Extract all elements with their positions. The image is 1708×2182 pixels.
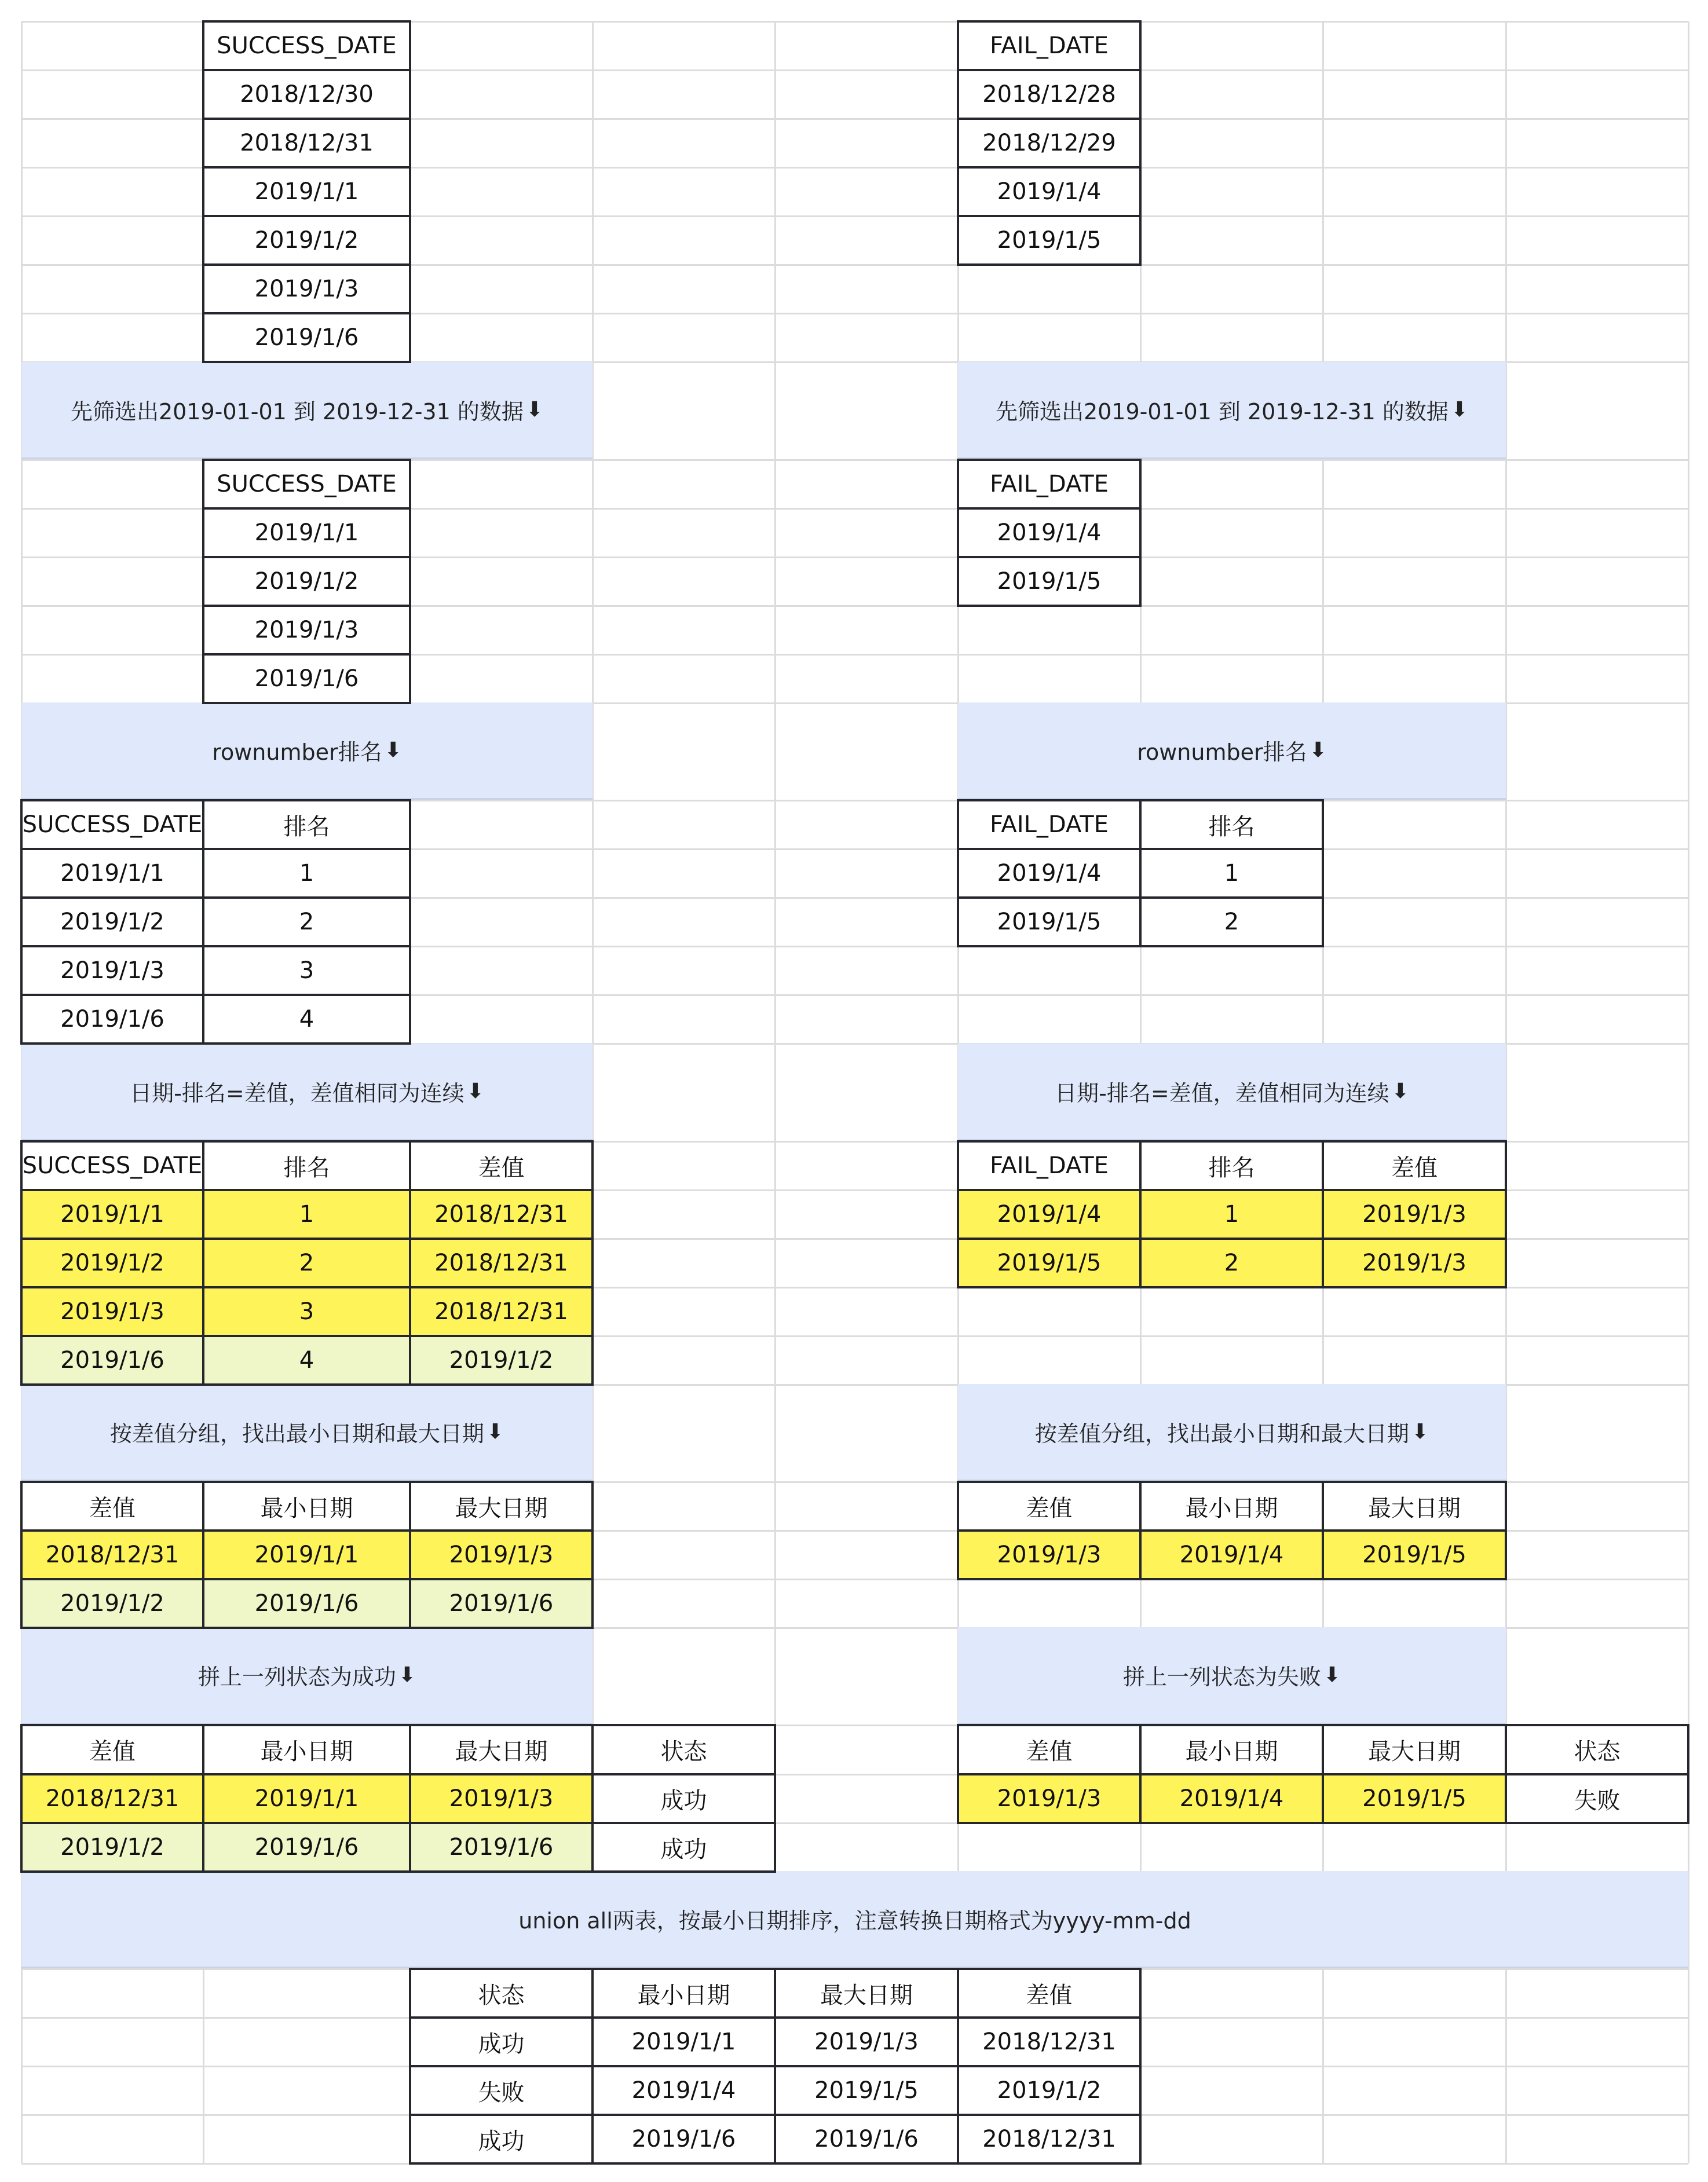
right-status-table-header-cell[interactable]: 最大日期 (1322, 1724, 1507, 1775)
left-group-table-cell[interactable]: 2019/1/6 (409, 1578, 594, 1629)
right-ranked-table-cell[interactable]: 2019/1/4 (957, 848, 1142, 899)
left-group-band[interactable] (21, 1384, 593, 1481)
final-table-cell[interactable]: 失败 (409, 2065, 594, 2116)
band-label: 先筛选出2019-01-01 到 2019-12-31 的数据 (70, 399, 524, 424)
left-filter-band[interactable] (21, 362, 593, 459)
left-rank-band[interactable] (21, 702, 593, 800)
final-table-cell[interactable]: 2018/12/31 (957, 2016, 1142, 2067)
right-diff-band[interactable] (958, 1044, 1506, 1141)
down-arrow-icon: ⬇ (384, 738, 402, 762)
band-label: 拼上一列状态为失败 (1122, 1664, 1321, 1690)
right-ranked-table-cell[interactable]: 2019/1/5 (957, 896, 1142, 947)
right-diff-table-cell[interactable]: 2019/1/3 (1322, 1189, 1507, 1240)
left-diff-table-cell[interactable]: 4 (202, 1335, 411, 1386)
right-ranked-table-cell[interactable]: 1 (1139, 848, 1324, 899)
left-status-table-cell[interactable]: 成功 (591, 1773, 776, 1824)
right-group-table-header-cell[interactable]: 最大日期 (1322, 1481, 1507, 1532)
band-label: 拼上一列状态为成功 (198, 1664, 396, 1690)
right-status-table-cell[interactable]: 2019/1/3 (957, 1773, 1142, 1824)
final-table-header-cell[interactable]: 最小日期 (591, 1968, 776, 2019)
left-ranked-table-header-cell[interactable]: 排名 (202, 799, 411, 850)
right-diff-table-cell[interactable]: 2 (1139, 1238, 1324, 1288)
right-diff-table-cell[interactable]: 1 (1139, 1189, 1324, 1240)
left-status-table-header-cell[interactable]: 最小日期 (202, 1724, 411, 1775)
left-diff-table-cell[interactable]: 2019/1/1 (20, 1189, 204, 1240)
final-table-cell[interactable]: 2018/12/31 (957, 2114, 1142, 2165)
right-diff-table-cell[interactable]: 2019/1/3 (1322, 1238, 1507, 1288)
left-ranked-table-cell[interactable]: 2019/1/3 (20, 945, 204, 996)
left-diff-band[interactable] (21, 1044, 593, 1141)
left-raw-table-cell[interactable]: 2018/12/30 (202, 69, 411, 120)
left-status-table-cell[interactable]: 2019/1/6 (409, 1822, 594, 1873)
right-diff-table-header-cell[interactable]: FAIL_DATE (957, 1140, 1142, 1191)
down-arrow-icon: ⬇ (466, 1079, 484, 1103)
right-ranked-table-header-cell[interactable]: 排名 (1139, 799, 1324, 850)
left-status-table-cell[interactable]: 2019/1/1 (202, 1773, 411, 1824)
left-filtered-table-cell[interactable]: 2019/1/1 (202, 507, 411, 558)
left-diff-table-header-cell[interactable]: 差值 (409, 1140, 594, 1191)
left-ranked-table-cell[interactable]: 2019/1/1 (20, 848, 204, 899)
left-status-table-header-cell[interactable]: 状态 (591, 1724, 776, 1775)
right-status-table-cell[interactable]: 失败 (1505, 1773, 1689, 1824)
band-label: 按差值分组，找出最小日期和最大日期 (1034, 1421, 1409, 1447)
right-raw-table-cell[interactable]: 2019/1/5 (957, 215, 1142, 266)
final-table-cell[interactable]: 2019/1/1 (591, 2016, 776, 2067)
left-ranked-table-cell[interactable]: 2019/1/6 (20, 994, 204, 1045)
right-status-table-cell[interactable]: 2019/1/5 (1322, 1773, 1507, 1824)
left-ranked-table-cell[interactable]: 3 (202, 945, 411, 996)
right-ranked-table-cell[interactable]: 2 (1139, 896, 1324, 947)
left-diff-table-cell[interactable]: 2018/12/31 (409, 1286, 594, 1337)
down-arrow-icon: ⬇ (1391, 1079, 1409, 1103)
left-group-table-cell[interactable]: 2019/1/3 (409, 1529, 594, 1580)
right-raw-table-cell[interactable]: 2018/12/28 (957, 69, 1142, 120)
left-ranked-table-cell[interactable]: 4 (202, 994, 411, 1045)
left-diff-table-cell[interactable]: 3 (202, 1286, 411, 1337)
band-label: 按差值分组，找出最小日期和最大日期 (109, 1421, 484, 1447)
left-filtered-table-cell[interactable]: 2019/1/6 (202, 653, 411, 704)
left-raw-table-cell[interactable]: 2018/12/31 (202, 118, 411, 169)
down-arrow-icon: ⬇ (525, 398, 544, 422)
left-group-table-header-cell[interactable]: 差值 (20, 1481, 204, 1532)
gridline-vertical (1688, 21, 1689, 2163)
left-diff-table-cell[interactable]: 2019/1/6 (20, 1335, 204, 1386)
left-group-table-header-cell[interactable]: 最小日期 (202, 1481, 411, 1532)
right-filter-band[interactable] (958, 362, 1506, 459)
right-status-table-header-cell[interactable]: 差值 (957, 1724, 1142, 1775)
right-raw-table-cell[interactable]: 2019/1/4 (957, 166, 1142, 217)
left-ranked-table-cell[interactable]: 1 (202, 848, 411, 899)
band-label: union all两表，按最小日期排序，注意转换日期格式为yyyy-mm-dd (518, 1908, 1191, 1934)
right-filtered-table-header-cell[interactable]: FAIL_DATE (957, 459, 1142, 510)
right-filtered-table-cell[interactable]: 2019/1/5 (957, 556, 1142, 607)
right-rank-band[interactable] (958, 702, 1506, 800)
final-table-cell[interactable]: 2019/1/5 (774, 2065, 959, 2116)
final-table-cell[interactable]: 2019/1/6 (774, 2114, 959, 2165)
right-diff-table-cell[interactable]: 2019/1/4 (957, 1189, 1142, 1240)
left-status-table-cell[interactable]: 2019/1/3 (409, 1773, 594, 1824)
left-diff-table-cell[interactable]: 2019/1/2 (20, 1238, 204, 1288)
right-diff-table-header-cell[interactable]: 排名 (1139, 1140, 1324, 1191)
right-ranked-table-header-cell[interactable]: FAIL_DATE (957, 799, 1142, 850)
right-diff-table-cell[interactable]: 2019/1/5 (957, 1238, 1142, 1288)
left-status-table-header-cell[interactable]: 差值 (20, 1724, 204, 1775)
down-arrow-icon: ⬇ (1411, 1420, 1429, 1444)
final-table-cell[interactable]: 2019/1/6 (591, 2114, 776, 2165)
left-ranked-table-cell[interactable]: 2019/1/2 (20, 896, 204, 947)
right-group-table-cell[interactable]: 2019/1/3 (957, 1529, 1142, 1580)
left-diff-table-cell[interactable]: 2 (202, 1238, 411, 1288)
left-group-table-cell[interactable]: 2019/1/1 (202, 1529, 411, 1580)
left-diff-table-cell[interactable]: 2019/1/2 (409, 1335, 594, 1386)
left-diff-table-header-cell[interactable]: SUCCESS_DATE (20, 1140, 204, 1191)
down-arrow-icon: ⬇ (1309, 738, 1327, 762)
band-label: 日期-排名=差值，差值相同为连续 (130, 1081, 465, 1106)
final-table-cell[interactable]: 2019/1/3 (774, 2016, 959, 2067)
down-arrow-icon: ⬇ (486, 1420, 504, 1444)
final-table-cell[interactable]: 成功 (409, 2016, 594, 2067)
final-table-header-cell[interactable]: 最大日期 (774, 1968, 959, 2019)
left-diff-table-cell[interactable]: 2018/12/31 (409, 1238, 594, 1288)
left-status-table-cell[interactable]: 2018/12/31 (20, 1773, 204, 1824)
left-status-table-cell[interactable]: 成功 (591, 1822, 776, 1873)
right-raw-table-header-cell[interactable]: FAIL_DATE (957, 20, 1142, 71)
left-raw-table-cell[interactable]: 2019/1/1 (202, 166, 411, 217)
right-diff-table-header-cell[interactable]: 差值 (1322, 1140, 1507, 1191)
right-group-table-header-cell[interactable]: 差值 (957, 1481, 1142, 1532)
left-raw-table-cell[interactable]: 2019/1/2 (202, 215, 411, 266)
left-status-table-cell[interactable]: 2019/1/6 (202, 1822, 411, 1873)
right-status-table-cell[interactable]: 2019/1/4 (1139, 1773, 1324, 1824)
left-status-table-cell[interactable]: 2019/1/2 (20, 1822, 204, 1873)
right-status-table-header-cell[interactable]: 状态 (1505, 1724, 1689, 1775)
band-label: rownumber排名 (1137, 739, 1307, 765)
left-filtered-table-header-cell[interactable]: SUCCESS_DATE (202, 459, 411, 510)
left-raw-table-cell[interactable]: 2019/1/3 (202, 263, 411, 314)
final-table-header-cell[interactable]: 状态 (409, 1968, 594, 2019)
left-filtered-table-cell[interactable]: 2019/1/3 (202, 605, 411, 656)
left-diff-table-cell[interactable]: 2018/12/31 (409, 1189, 594, 1240)
left-diff-table-header-cell[interactable]: 排名 (202, 1140, 411, 1191)
final-table-header-cell[interactable]: 差值 (957, 1968, 1142, 2019)
band-label: 日期-排名=差值，差值相同为连续 (1055, 1081, 1389, 1106)
right-filtered-table-cell[interactable]: 2019/1/4 (957, 507, 1142, 558)
down-arrow-icon: ⬇ (398, 1663, 416, 1687)
final-table-cell[interactable]: 2019/1/4 (591, 2065, 776, 2116)
right-raw-table-cell[interactable]: 2018/12/29 (957, 118, 1142, 169)
left-filtered-table-cell[interactable]: 2019/1/2 (202, 556, 411, 607)
left-ranked-table-cell[interactable]: 2 (202, 896, 411, 947)
left-status-table-header-cell[interactable]: 最大日期 (409, 1724, 594, 1775)
final-table-cell[interactable]: 2019/1/2 (957, 2065, 1142, 2116)
band-label: rownumber排名 (212, 739, 382, 765)
left-group-table-cell[interactable]: 2019/1/6 (202, 1578, 411, 1629)
left-raw-table-header-cell[interactable]: SUCCESS_DATE (202, 20, 411, 71)
right-status-table-header-cell[interactable]: 最小日期 (1139, 1724, 1324, 1775)
right-group-table-header-cell[interactable]: 最小日期 (1139, 1481, 1324, 1532)
left-ranked-table-header-cell[interactable]: SUCCESS_DATE (20, 799, 204, 850)
right-status-band[interactable] (958, 1627, 1506, 1725)
left-diff-table-cell[interactable]: 2019/1/3 (20, 1286, 204, 1337)
left-group-table-header-cell[interactable]: 最大日期 (409, 1481, 594, 1532)
left-diff-table-cell[interactable]: 1 (202, 1189, 411, 1240)
band-label: 先筛选出2019-01-01 到 2019-12-31 的数据 (995, 399, 1449, 424)
left-group-table-cell[interactable]: 2018/12/31 (20, 1529, 204, 1580)
left-group-table-cell[interactable]: 2019/1/2 (20, 1578, 204, 1629)
right-group-band[interactable] (958, 1384, 1506, 1481)
down-arrow-icon: ⬇ (1450, 398, 1469, 422)
union-band[interactable] (21, 1871, 1688, 1968)
left-raw-table-cell[interactable]: 2019/1/6 (202, 312, 411, 363)
left-status-band[interactable] (21, 1627, 593, 1725)
right-group-table-cell[interactable]: 2019/1/5 (1322, 1529, 1507, 1580)
right-group-table-cell[interactable]: 2019/1/4 (1139, 1529, 1324, 1580)
down-arrow-icon: ⬇ (1323, 1663, 1341, 1687)
final-table-cell[interactable]: 成功 (409, 2114, 594, 2165)
